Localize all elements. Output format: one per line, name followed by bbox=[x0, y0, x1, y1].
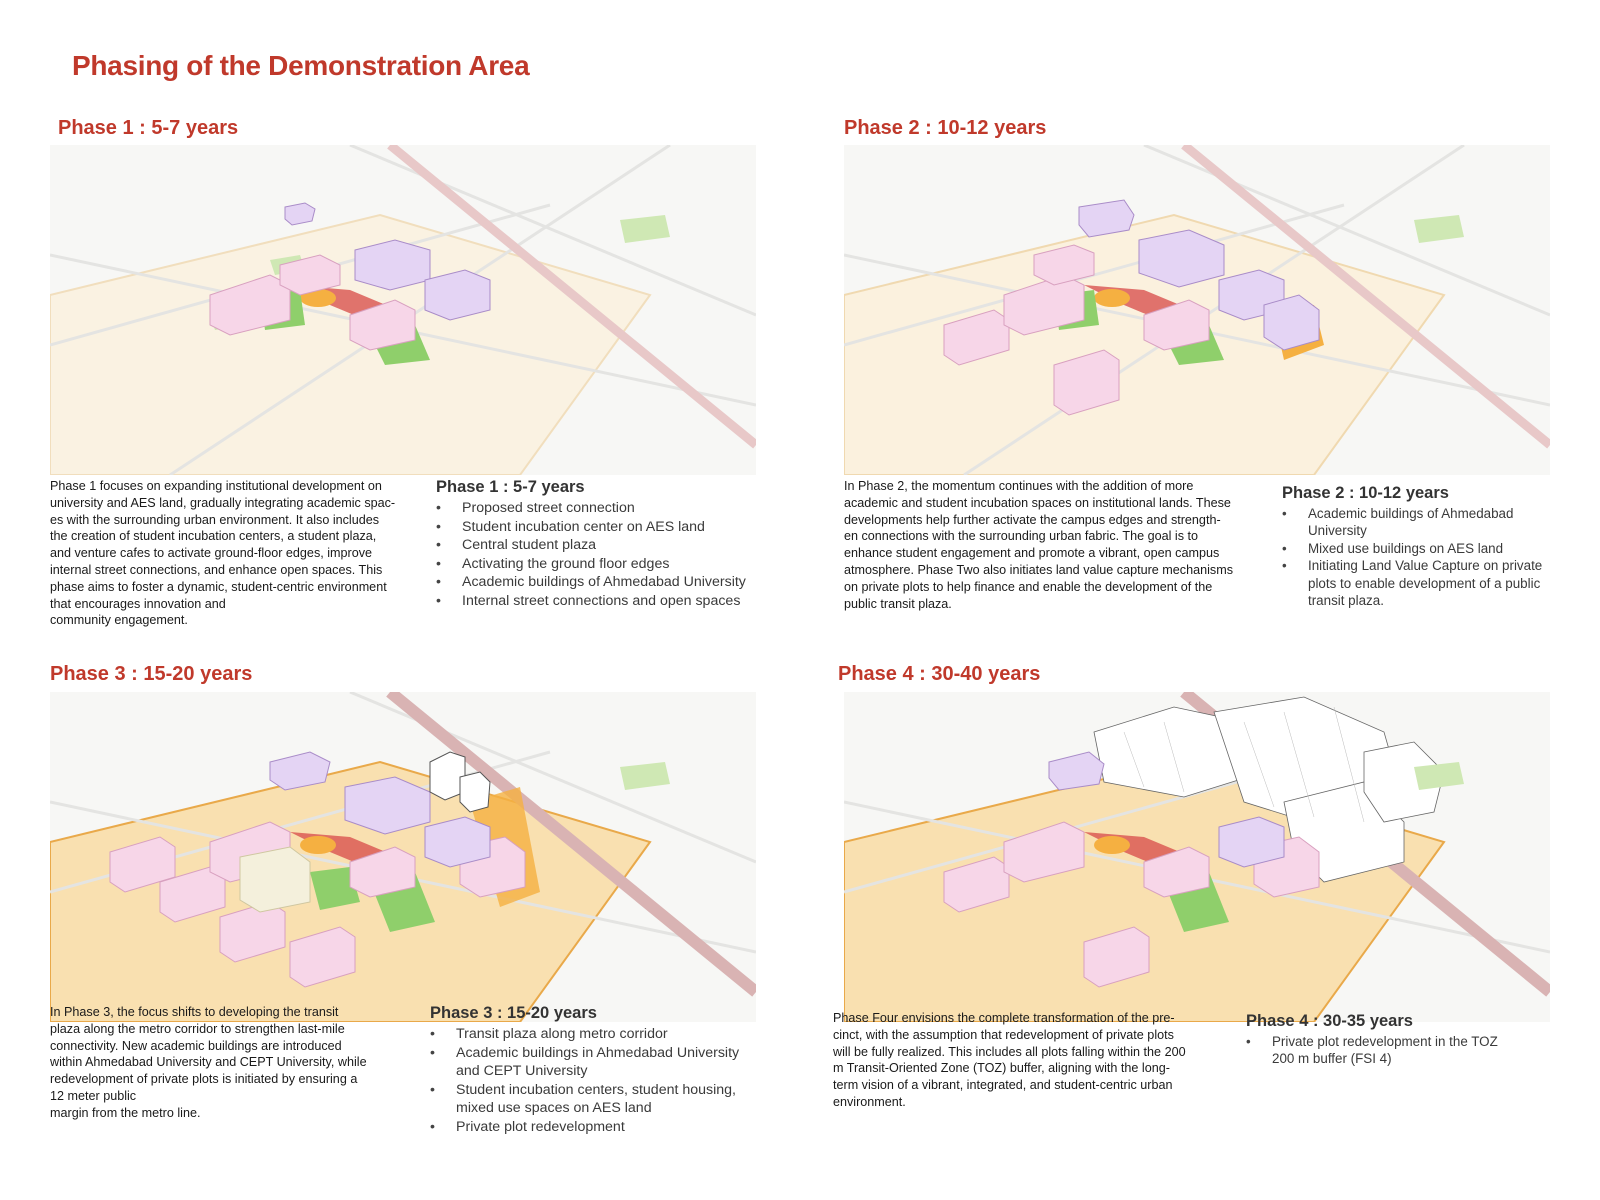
phase-3-summary-title: Phase 3 : 15-20 years bbox=[430, 1004, 597, 1022]
phase-1-item: • Student incubation center on AES land bbox=[436, 518, 786, 537]
phase-2-item: • Initiating Land Value Capture on private plots to enable development of a public transit plaza. bbox=[1282, 557, 1562, 609]
phase-1-heading: Phase 1 : 5-7 years bbox=[58, 117, 239, 139]
phase-1-summary bbox=[436, 478, 786, 611]
phase-3-item: • Academic buildings in Ahmedabad University and CEPT University bbox=[430, 1044, 750, 1081]
phase-4-description: Phase Four envisions the complete transformation of the pre- cinct, with the assumption that redevelopment of private plots will be fully realized. This includes all plots falling within the 200 m Transit-Oriented Zone (TOZ) buffer, aligning with the long- term vision of a vibrant, integrated, and student-centric urban environment. bbox=[833, 1011, 1186, 1109]
phase-3-item: • Private plot redevelopment bbox=[430, 1118, 750, 1137]
phase-1-axonometric-map bbox=[50, 145, 756, 475]
phase-4-summary-title: Phase 4 : 30-35 years bbox=[1246, 1012, 1413, 1030]
phase-1-item: • Activating the ground floor edges bbox=[436, 555, 786, 574]
phase-2-summary bbox=[1282, 484, 1562, 609]
phase-3-summary bbox=[430, 1004, 750, 1137]
phase-4-axonometric-map bbox=[844, 692, 1550, 1022]
phase-1-item: • Proposed street connection bbox=[436, 499, 786, 518]
phase-1-item: • Central student plaza bbox=[436, 536, 786, 555]
phase-3-axonometric-map bbox=[50, 692, 756, 1022]
phase-1-summary-title: Phase 1 : 5-7 years bbox=[436, 478, 585, 496]
phase-3-heading: Phase 3 : 15-20 years bbox=[50, 663, 253, 685]
phase-1-item: • Academic buildings of Ahmedabad University bbox=[436, 573, 786, 592]
page-title: Phasing of the Demonstration Area bbox=[72, 50, 530, 81]
phase-1-item: • Internal street connections and open spaces bbox=[436, 592, 786, 611]
phase-3-item: • Student incubation centers, student housing, mixed use spaces on AES land bbox=[430, 1081, 750, 1118]
phase-2-axonometric-map bbox=[844, 145, 1550, 475]
phase-4-summary bbox=[1246, 1012, 1506, 1068]
phase-1-description: Phase 1 focuses on expanding institutional development on university and AES land, gradually integrating academic spac- es with the surrounding urban environment. It also includes the creation of student incubation centers, a student plaza, and venture cafes to activate ground-floor edges, improve internal street connections, and enhance open spaces. This phase aims to foster a dynamic, student-centric environment that encourages innovation and community engagement. bbox=[50, 479, 396, 628]
phase-2-description: In Phase 2, the momentum continues with the addition of more academic and student incubation spaces on institutional lands. These developments help further activate the campus edges and strength- en connections with the surrounding urban fabric. The goal is to enhance student engagement and promote a vibrant, open campus atmosphere. Phase Two also initiates land value capture mechanisms on private plots to help finance and enable the development of the public transit plaza. bbox=[844, 479, 1233, 611]
phase-2-item: • Academic buildings of Ahmedabad University bbox=[1282, 505, 1562, 540]
phase-2-summary-title: Phase 2 : 10-12 years bbox=[1282, 484, 1449, 502]
phase-3-item: • Transit plaza along metro corridor bbox=[430, 1025, 750, 1044]
phase-3-description: In Phase 3, the focus shifts to developing the transit plaza along the metro corridor to strengthen last-mile connectivity. New academic buildings are introduced within Ahmedabad University and CEPT University, while redevelopment of private plots is initiated by ensuring a 12 meter public margin from the metro line. bbox=[50, 1005, 367, 1120]
phase-2-item: • Mixed use buildings on AES land bbox=[1282, 540, 1562, 557]
phase-4-item: • Private plot redevelopment in the TOZ 200 m buffer (FSI 4) bbox=[1246, 1033, 1506, 1068]
phase-2-heading: Phase 2 : 10-12 years bbox=[844, 117, 1047, 139]
phase-4-heading: Phase 4 : 30-40 years bbox=[838, 663, 1041, 685]
